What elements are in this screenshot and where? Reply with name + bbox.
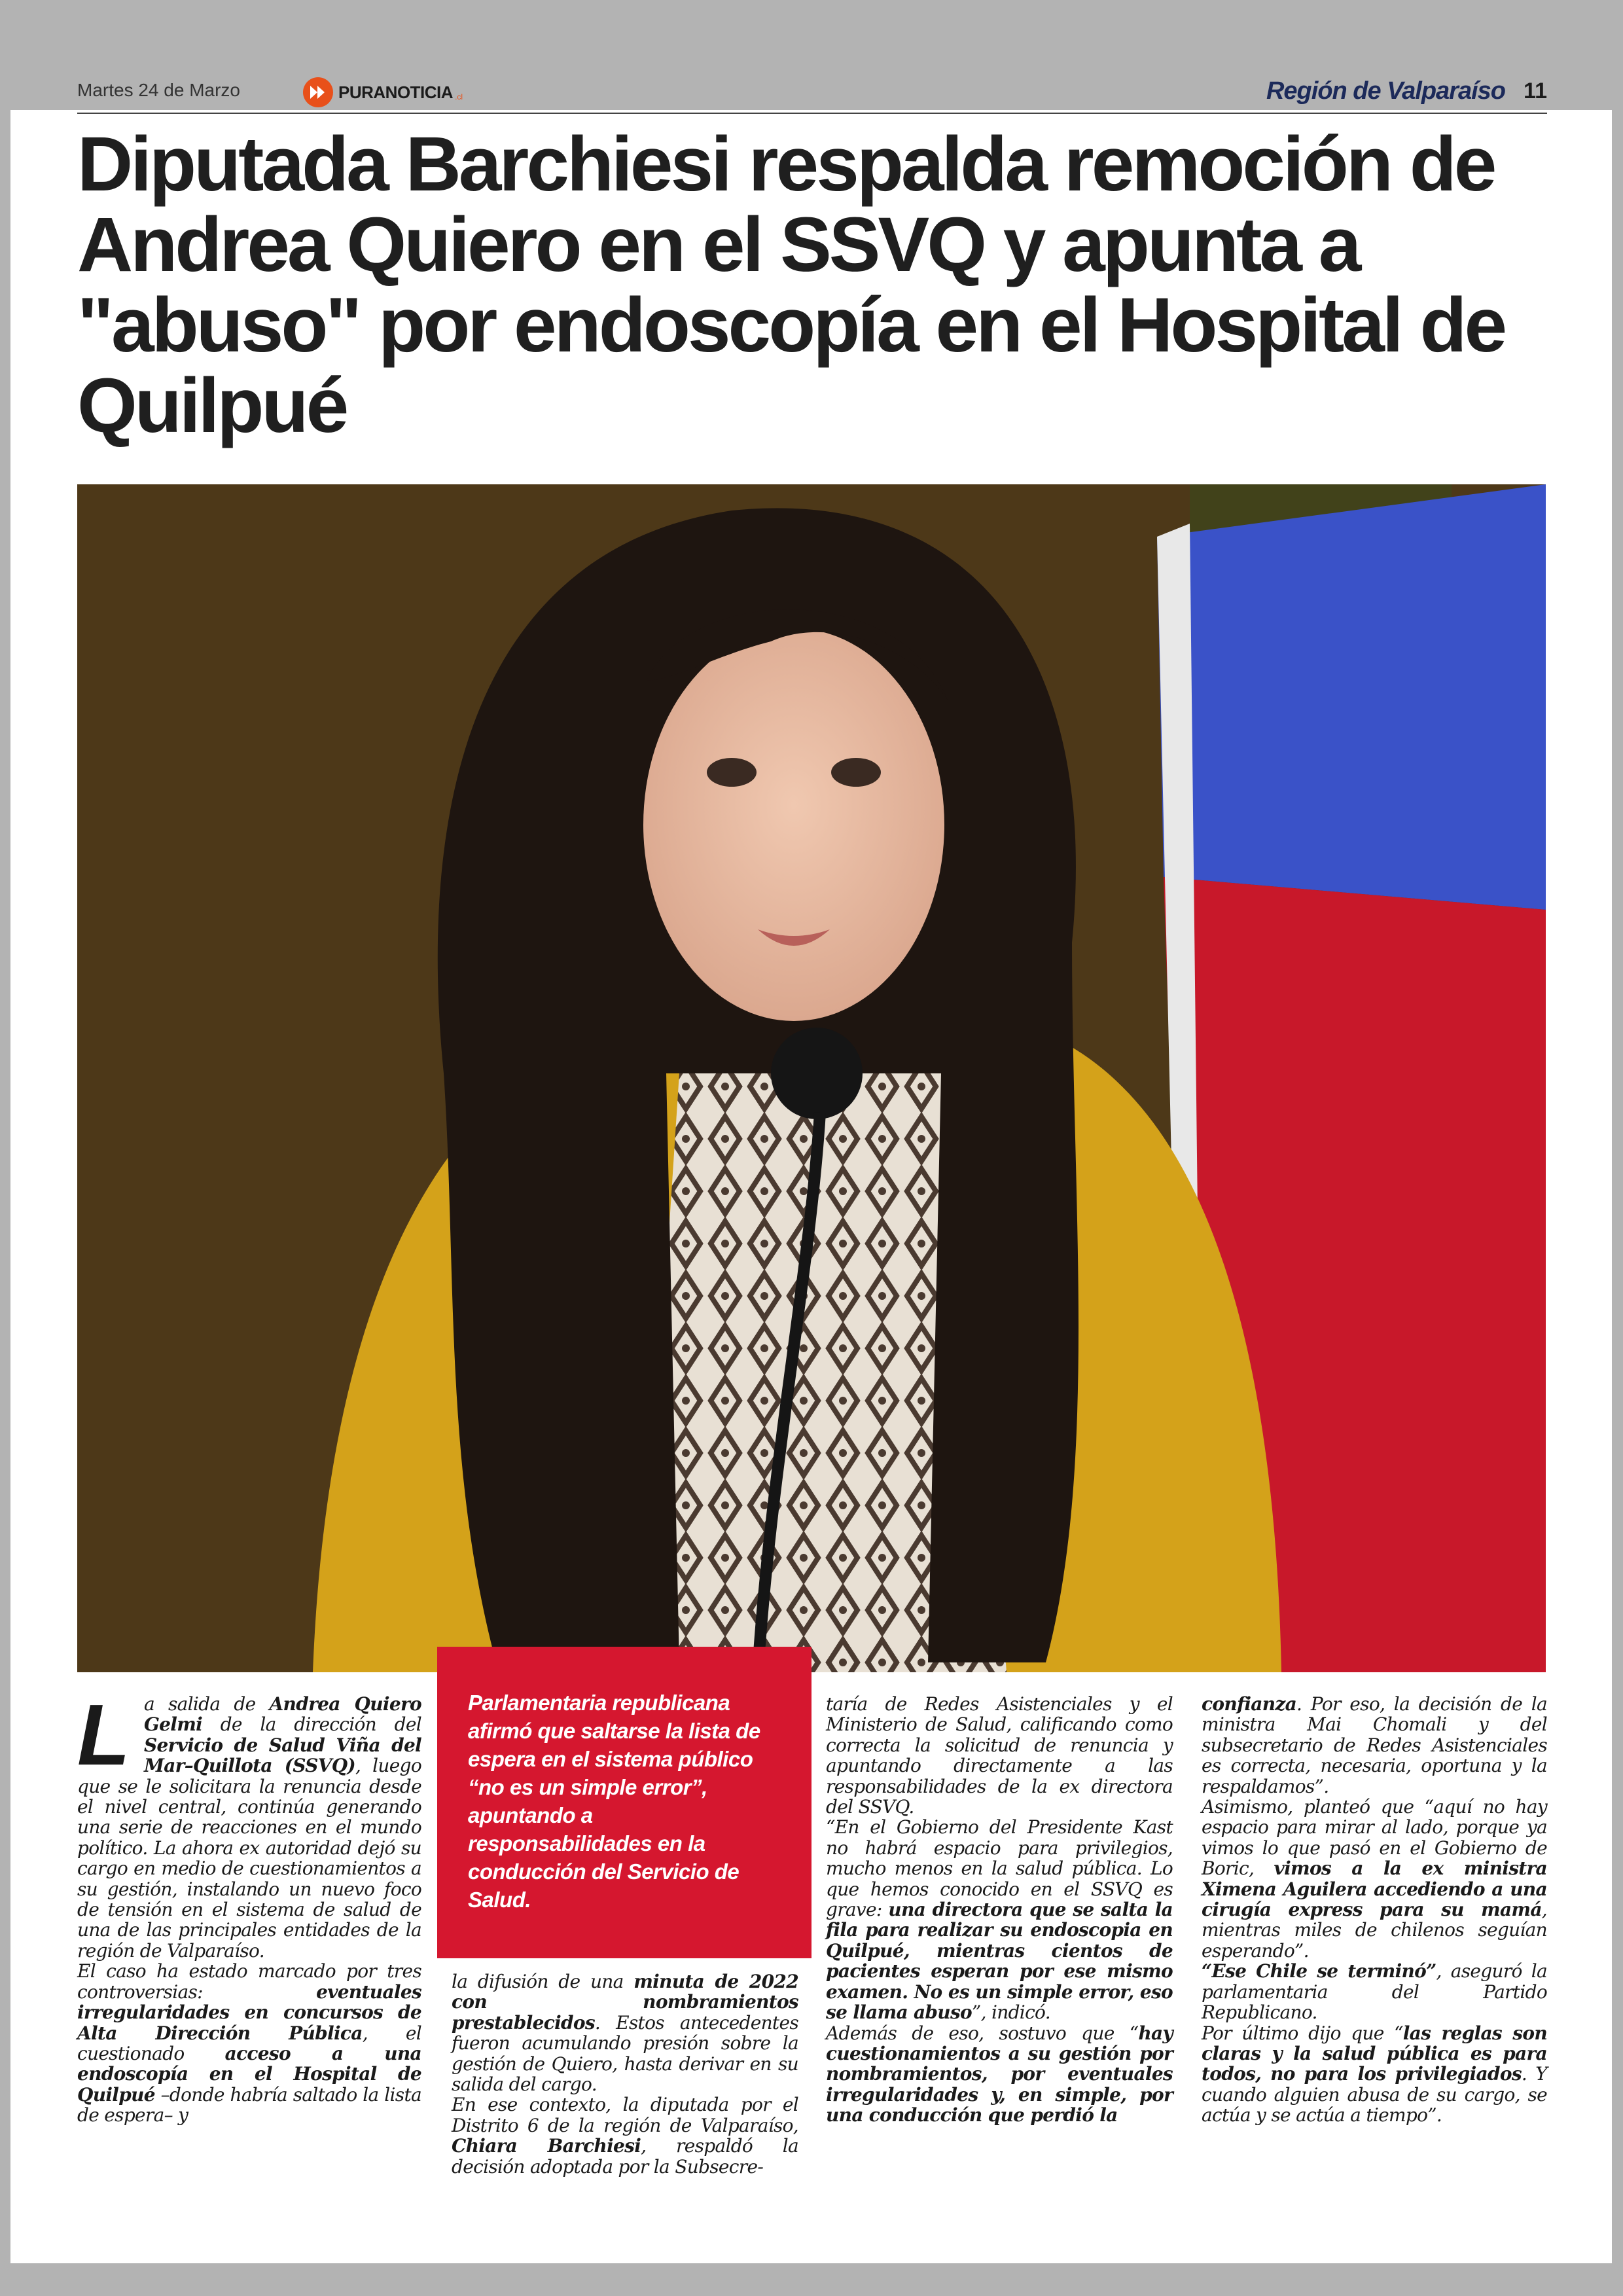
- text-run: , luego que se le solicitara la renuncia desde el nivel central, continúa generando una serie de reacciones en el mundo político. La ahora ex autoridad dejó su cargo en medio de cuestionamientos a su gestión, instalando un nuevo foco de tensión en el sistema de salud de una de las principales entidades de la región de Valparaíso.: [77, 1755, 421, 1962]
- bold-run: hay cuestionamientos a su gestión por nombramientos, por eventuales irregularidades y, en simple, por una conducción que perdió la: [826, 2022, 1173, 2126]
- article-column-2: [452, 1971, 798, 2177]
- paragraph: [77, 1687, 421, 1962]
- page-number: 11: [1524, 79, 1547, 103]
- article-column-4: [1202, 1694, 1547, 2126]
- article-column-1: [77, 1687, 422, 2126]
- paragraph: [452, 2094, 798, 2177]
- bold-run: Chiara Barchiesi: [452, 2135, 641, 2157]
- pull-quote-text: Parlamentaria republicana afirmó que saltarse la lista de espera en el sistema público “no es un simple error”, apuntando a responsabilidades en la conducción del Servicio de Salud.: [468, 1691, 760, 1912]
- pull-quote-box: [437, 1647, 812, 1958]
- text-run: En ese contexto, la diputada por el Distrito 6 de la región de Valparaíso,: [452, 2094, 798, 2136]
- text-run: . Y cuando alguien abusa de su cargo, se actúa y se actúa a tiempo”.: [1202, 2063, 1547, 2126]
- bold-run: acceso a una endoscopía en el Hospital de Quilpué: [77, 2042, 421, 2106]
- puranoticia-logo: [303, 77, 463, 107]
- paragraph: [77, 1961, 421, 2125]
- text-run: , el cuestionado: [77, 2022, 422, 2064]
- logo-name: PURANOTICIA: [338, 82, 454, 102]
- text-run: Además de eso, sostuvo que “: [826, 2022, 1139, 2044]
- bold-run: Andrea Quiero Gelmi: [143, 1693, 421, 1736]
- paragraph: [826, 2023, 1173, 2126]
- header-divider: [77, 113, 1547, 114]
- logo-suffix: .cl: [455, 92, 463, 101]
- text-run: la difusión de una: [452, 1971, 634, 1992]
- headline: Diputada Barchiesi respalda remoción de Andrea Quiero en el SSVQ y apunta a "abuso" por endoscopía en el Hospital de Quilpué: [77, 121, 1505, 449]
- play-arrows-icon: [303, 77, 333, 107]
- paragraph: [452, 1971, 798, 2094]
- text-run: “En el Gobierno del Presidente Kast no habrá espacio para privilegios, mucho menos en la salud pública. Lo que hemos conocido en el SSVQ es grave:: [826, 1816, 1173, 1921]
- paragraph: [1202, 2023, 1547, 2126]
- bold-run: una directora que se salta la fila para realizar su endoscopia en Quilpué, mientras cientos de pacientes esperan por ese mismo examen. No es un simple error, eso se llama abuso: [826, 1899, 1173, 2024]
- drop-cap: L: [77, 1687, 130, 1783]
- bold-run: confianza: [1202, 1693, 1297, 1715]
- article-photo: [77, 484, 1546, 1672]
- text-run: El caso ha estado marcado por tres controversias:: [77, 1960, 421, 2003]
- text-run: de la dirección del: [202, 1713, 421, 1736]
- article-column-3: [826, 1694, 1173, 2126]
- section-title: Región de Valparaíso: [1266, 77, 1505, 105]
- text-run: . Estos antecedentes fueron acumulando presión sobre la gestión de Quiero, hasta derivar en su salida del cargo.: [452, 2011, 798, 2096]
- bold-run: “Ese Chile se terminó”: [1202, 1960, 1436, 1982]
- bold-run: las reglas son claras y la salud pública es para todos, no para los privilegiados: [1202, 2022, 1547, 2085]
- paragraph: [1202, 1961, 1547, 2022]
- bold-run: minuta de 2022 con nombramientos prestablecidos: [452, 1971, 799, 2034]
- text-run: a salida de: [143, 1693, 270, 1715]
- issue-date: Martes 24 de Marzo: [77, 80, 240, 100]
- text-run: Asimismo, planteó que “aquí no hay espacio para mirar al lado, porque ya vimos lo que pasó en el Gobierno de Boric,: [1202, 1796, 1547, 1880]
- text-run: , respaldó la decisión adoptada por la Subsecre-: [452, 2135, 799, 2178]
- text-run: , aseguró la parlamentaria del Partido Republicano.: [1202, 1960, 1547, 2024]
- paragraph: [1202, 1797, 1547, 1961]
- text-run: ”, indicó.: [971, 2001, 1050, 2024]
- text-run: . Por eso, la decisión de la ministra Mai Chomali y del subsecretario de Redes Asistenciales es correcta, necesaria, oportuna y la respaldamos”.: [1202, 1693, 1547, 1797]
- photo-illustration: [77, 484, 1546, 1672]
- text-run: –donde habría saltado la lista de espera– y: [77, 2083, 421, 2126]
- bold-run: vimos a la ex ministra Ximena Aguilera accediendo a una cirugía express para su mamá: [1202, 1857, 1547, 1921]
- paragraph: [826, 1817, 1173, 2022]
- text-run: , mientras miles de chilenos seguían esperando”.: [1202, 1899, 1547, 1962]
- bold-run: Servicio de Salud Viña del Mar–Quillota (SSVQ): [143, 1734, 421, 1777]
- paragraph: [1202, 1694, 1547, 1797]
- page-header: [77, 77, 1547, 114]
- text-run: Por último dijo que “: [1202, 2022, 1403, 2044]
- paragraph: taría de Redes Asistenciales y el Ministerio de Salud, calificando como correcta la solicitud de renuncia y apuntando directamente a las responsabilidades de la ex directora del SSVQ.: [826, 1693, 1173, 1818]
- bold-run: eventuales irregularidades en concursos de Alta Dirección Pública: [77, 1981, 421, 2044]
